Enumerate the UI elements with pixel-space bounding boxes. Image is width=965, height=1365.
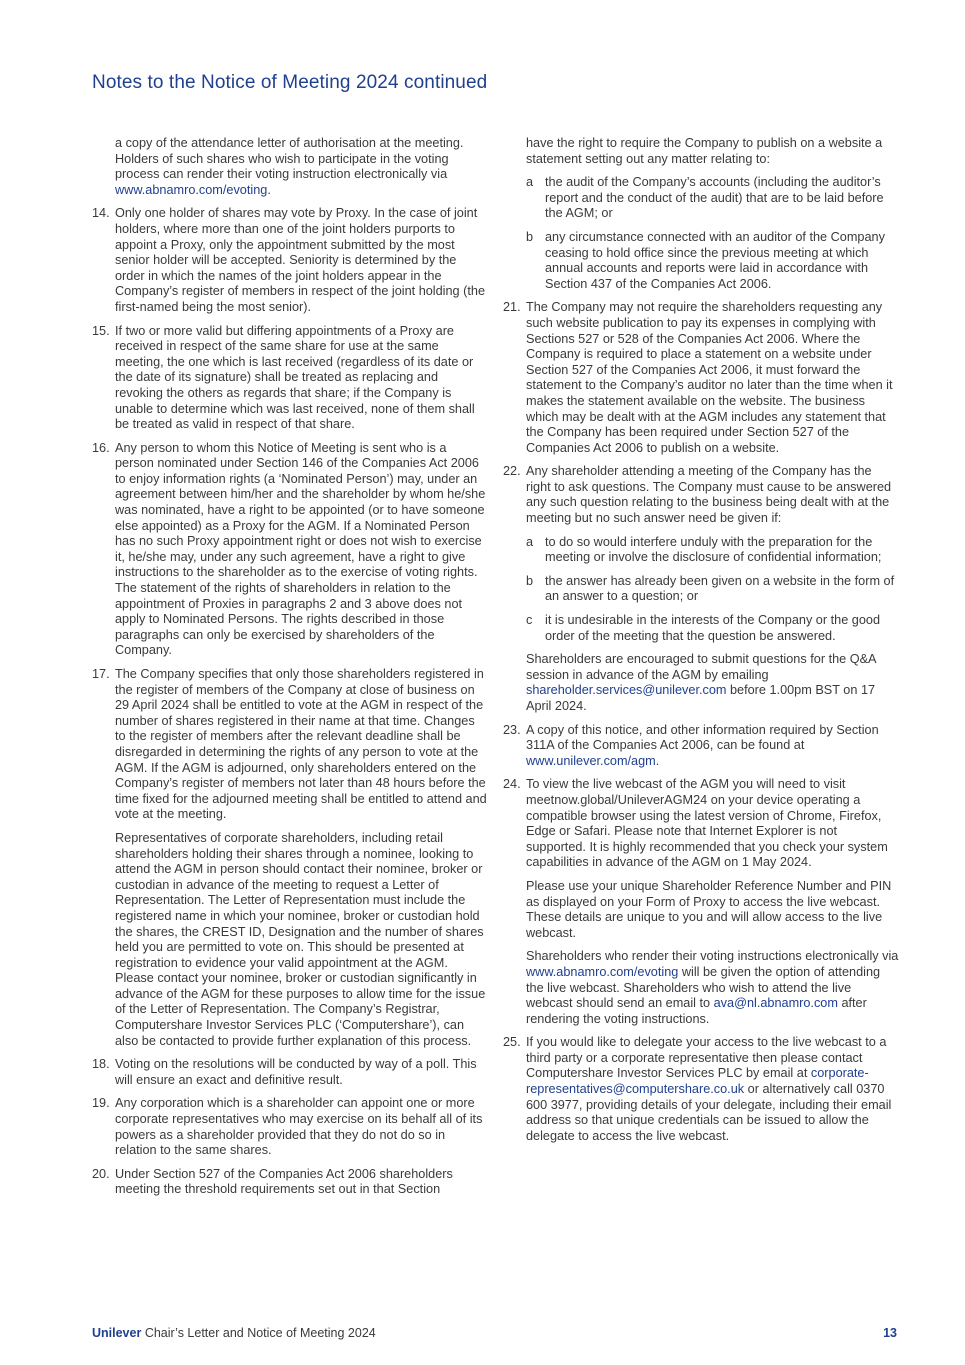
sub-item-b <box>526 574 899 605</box>
sub-text: it is undesirable in the interests of the Company or the good order of the meeting that the question be answered. <box>545 613 881 643</box>
note-text: Any person to whom this Notice of Meeting is sent who is a person nominated under Section 146 of the Companies Act 2006 to enjoy information rights (a ‘Nominated Person’) may, under an agreement between him/her and the shareholder by whom he/she was nominated, have a right to be appointed (or to have someone else appointed) as a Proxy for the AGM. If a Nominated Person has no such Proxy appointment right or does not wish to exercise it, he/she may, under any such agreement, have a right to give instructions to the shareholder as to the exercise of voting rights. The statement of the rights of shareholders in relation to the appointment of Proxies in paragraphs 2 and 3 above does not apply to Nominated Persons. The rights described in those paragraphs can only be exercised by shareholders of the Company. <box>115 440 486 658</box>
sub-item-c <box>526 613 899 644</box>
note-text: have the right to require the Company to publish on a website a statement setting out any matter relating to: <box>526 136 883 166</box>
note-text: To view the live webcast of the AGM you will need to visit meetnow.global/UnileverAGM24 on your device operating a compatible browser using the latest version of Chrome, Firefox, Edge or Safari. Please note that Internet Explorer is not supported. It is highly recommended that you check your system capabilities in advance of the AGM on 1 May 2024. <box>526 777 888 870</box>
note-14 <box>92 206 488 315</box>
note-text: The Company may not require the shareholders requesting any such website publication to pay its expenses in complying with Sections 527 or 528 of the Companies Act 2006. Where the Company is required to place a statement on a website under Section 527 of the Companies Act 2006, it must forward the statement to the Company’s auditor no later than the time when it makes the statement available on the website. The business which may be dealt with at the AGM includes any statement that the Company has been required under Section 527 of the Companies Act 2006 to publish on a website. <box>526 300 893 455</box>
sub-text: the audit of the Company’s accounts (including the auditor’s report and the conduct of the audit) that are to be laid before the AGM; or <box>545 175 884 221</box>
note-number: 21. <box>503 300 521 315</box>
ava-email-link[interactable]: ava@nl.abnamro.com <box>713 996 838 1011</box>
note-17 <box>92 667 488 1049</box>
shareholder-services-email-link[interactable]: shareholder.services@unilever.com <box>526 683 727 698</box>
page-number: 13 <box>883 1326 897 1340</box>
note-number: 18. <box>92 1057 110 1072</box>
computershare-email-link[interactable]: corporate-representatives@computershare.co.uk <box>526 1066 869 1097</box>
sub-item-a <box>526 175 899 222</box>
abnamro-evoting-link[interactable]: www.abnamro.com/evoting <box>115 182 268 197</box>
note-number: 15. <box>92 323 110 338</box>
note-24 <box>503 777 899 1027</box>
note-number: 14. <box>92 206 110 221</box>
sub-text: the answer has already been given on a website in the form of an answer to a question; or <box>545 573 895 604</box>
note-number: 24. <box>503 777 521 792</box>
sub-item-a <box>526 535 899 566</box>
note-15 <box>92 324 488 433</box>
note-18 <box>92 1057 488 1088</box>
note-text: If two or more valid but differing appointments of a Proxy are received in respect of the same share for use at the same meeting, the one which is last received (regardless of its date or the date of its signature) shall be treated as replacing and revoking the others as regards that share; if the Company is unable to determine which was last received, none of them shall be treated as valid in respect of that share. <box>115 323 475 432</box>
note-text-continued: Shareholders who render their voting instructions electronically via www.abnamro.com/evoting will be given the option of attending the live webcast. Shareholders who wish to attend the live webcast should send an email to ava@nl.abnamro.com after rendering the voting instructions. <box>526 949 899 1026</box>
note-number: 23. <box>503 722 521 737</box>
sub-letter: b <box>526 573 534 588</box>
note-16 <box>92 441 488 659</box>
note-20-continued <box>503 136 899 292</box>
note-20 <box>92 1167 488 1198</box>
abnamro-evoting-link[interactable]: www.abnamro.com/evoting <box>526 964 679 979</box>
note-23 <box>503 723 899 770</box>
footer-brand: Unilever <box>92 1326 142 1340</box>
note-text-continued: Representatives of corporate shareholders, including retail shareholders holding their shares through a nominee, looking to attend the AGM in person should contact their nominee, broker or custodian in advance of the meeting to request a Letter of Representation. The Letter of Representation must include the registered name in which your nominee, broker or custodian hold the shares, the CREST ID, Designation and the number of shares held you are permitted to vote on. This should be presented at registration to evidence your valid appointment at the AGM. Please contact your nominee, broker or custodian significantly in advance of the AGM for these purposes to allow time for the issue of the Letter of Representation. The Company’s Registrar, Computershare Investor Services PLC (‘Computershare’), can also be contacted to provide further explanation of this process. <box>115 830 486 1048</box>
note-text: If you would like to delegate your access to the live webcast to a third party or a corporate representative then please contact Computershare Investor Services PLC by email at corporate-representatives@computershare.co.uk or alternatively call 0370 600 3977, providing details of your delegate, including their email address so that unique credentials can be issued to allow the delegate to access the live webcast. <box>526 1035 892 1143</box>
note-number: 22. <box>503 464 521 479</box>
note-number: 17. <box>92 667 110 681</box>
unilever-agm-link[interactable]: www.unilever.com/agm <box>526 753 656 768</box>
sub-text: any circumstance connected with an auditor of the Company ceasing to hold office since the previous meeting at which annual accounts and reports were laid in accordance with Section 437 of the Companies Act 2006. <box>545 229 885 291</box>
note-text: Any corporation which is a shareholder can appoint one or more corporate representatives who may exercise on its behalf all of its powers as a shareholder provided that they do not do so in relation to the same shares. <box>115 1096 483 1158</box>
note-25 <box>503 1035 899 1144</box>
note-21 <box>503 300 899 456</box>
sub-text: to do so would interfere unduly with the preparation for the meeting or involve the disclosure of confidential information; <box>545 534 882 565</box>
sub-letter: b <box>526 229 534 244</box>
note-19 <box>92 1096 488 1158</box>
page-title: Notes to the Notice of Meeting 2024 continued <box>92 72 488 93</box>
note-text: The Company specifies that only those shareholders registered in the register of members of the Company at close of business on 29 April 2024 shall be entitled to vote at the AGM in respect of the number of shares registered in their name at that time. Changes to the register of members after the relevant deadline shall be disregarded in determining the rights of any person to vote at the AGM. If the AGM is adjourned, only shareholders entered on the Company’s register of members not later than 48 hours before the time fixed for the adjourned meeting shall be entitled to attend and vote at the meeting. <box>115 667 487 822</box>
sub-item-b <box>526 230 899 292</box>
note-number: 19. <box>92 1096 110 1111</box>
note-text: Any shareholder attending a meeting of the Company has the right to ask questions. The Company must cause to be answered any such question relating to the business being dealt with at the meeting but no such answer need be given if: <box>526 464 892 526</box>
note-text-continued: Shareholders are encouraged to submit questions for the Q&A session in advance of the AGM by emailing shareholder.services@unilever.com before 1.00pm BST on 17 April 2024. <box>526 652 876 713</box>
page-footer <box>92 1326 376 1340</box>
note-number: 16. <box>92 440 110 455</box>
note-text: Only one holder of shares may vote by Proxy. In the case of joint holders, where more than one of the joint holders purports to appoint a Proxy, only the appointment submitted by the most senior holder will be accepted. Seniority is determined by the order in which the names of the joint holders appear in the Company’s register of members in respect of the joint holding (the first-named being the most senior). <box>115 206 486 314</box>
note-13-continued: a copy of the attendance letter of authorisation at the meeting. Holders of such shares who wish to participate in the voting process can render their voting instruction electronically via www.abnamro.com/evoting. <box>115 136 464 197</box>
note-22 <box>503 464 899 714</box>
left-column <box>92 136 488 1206</box>
footer-text: Chair’s Letter and Notice of Meeting 2024 <box>141 1326 376 1340</box>
note-text: A copy of this notice, and other information required by Section 311A of the Companies Act 2006, can be found at www.unilever.com/agm. <box>526 722 879 768</box>
sub-letter: a <box>526 175 534 190</box>
note-text: Voting on the resolutions will be conducted by way of a poll. This will ensure an exact and definitive result. <box>115 1057 477 1087</box>
right-column <box>503 136 899 1152</box>
note-number: 25. <box>503 1035 521 1050</box>
note-text: Under Section 527 of the Companies Act 2006 shareholders meeting the threshold requirements set out in that Section <box>115 1166 453 1197</box>
note-text-continued: Please use your unique Shareholder Reference Number and PIN as displayed on your Form of Proxy to access the live webcast. These details are unique to you and will allow access to the live webcast. <box>526 878 892 940</box>
note-number: 20. <box>92 1166 110 1181</box>
sub-letter: a <box>526 534 534 549</box>
sub-letter: c <box>526 613 533 628</box>
